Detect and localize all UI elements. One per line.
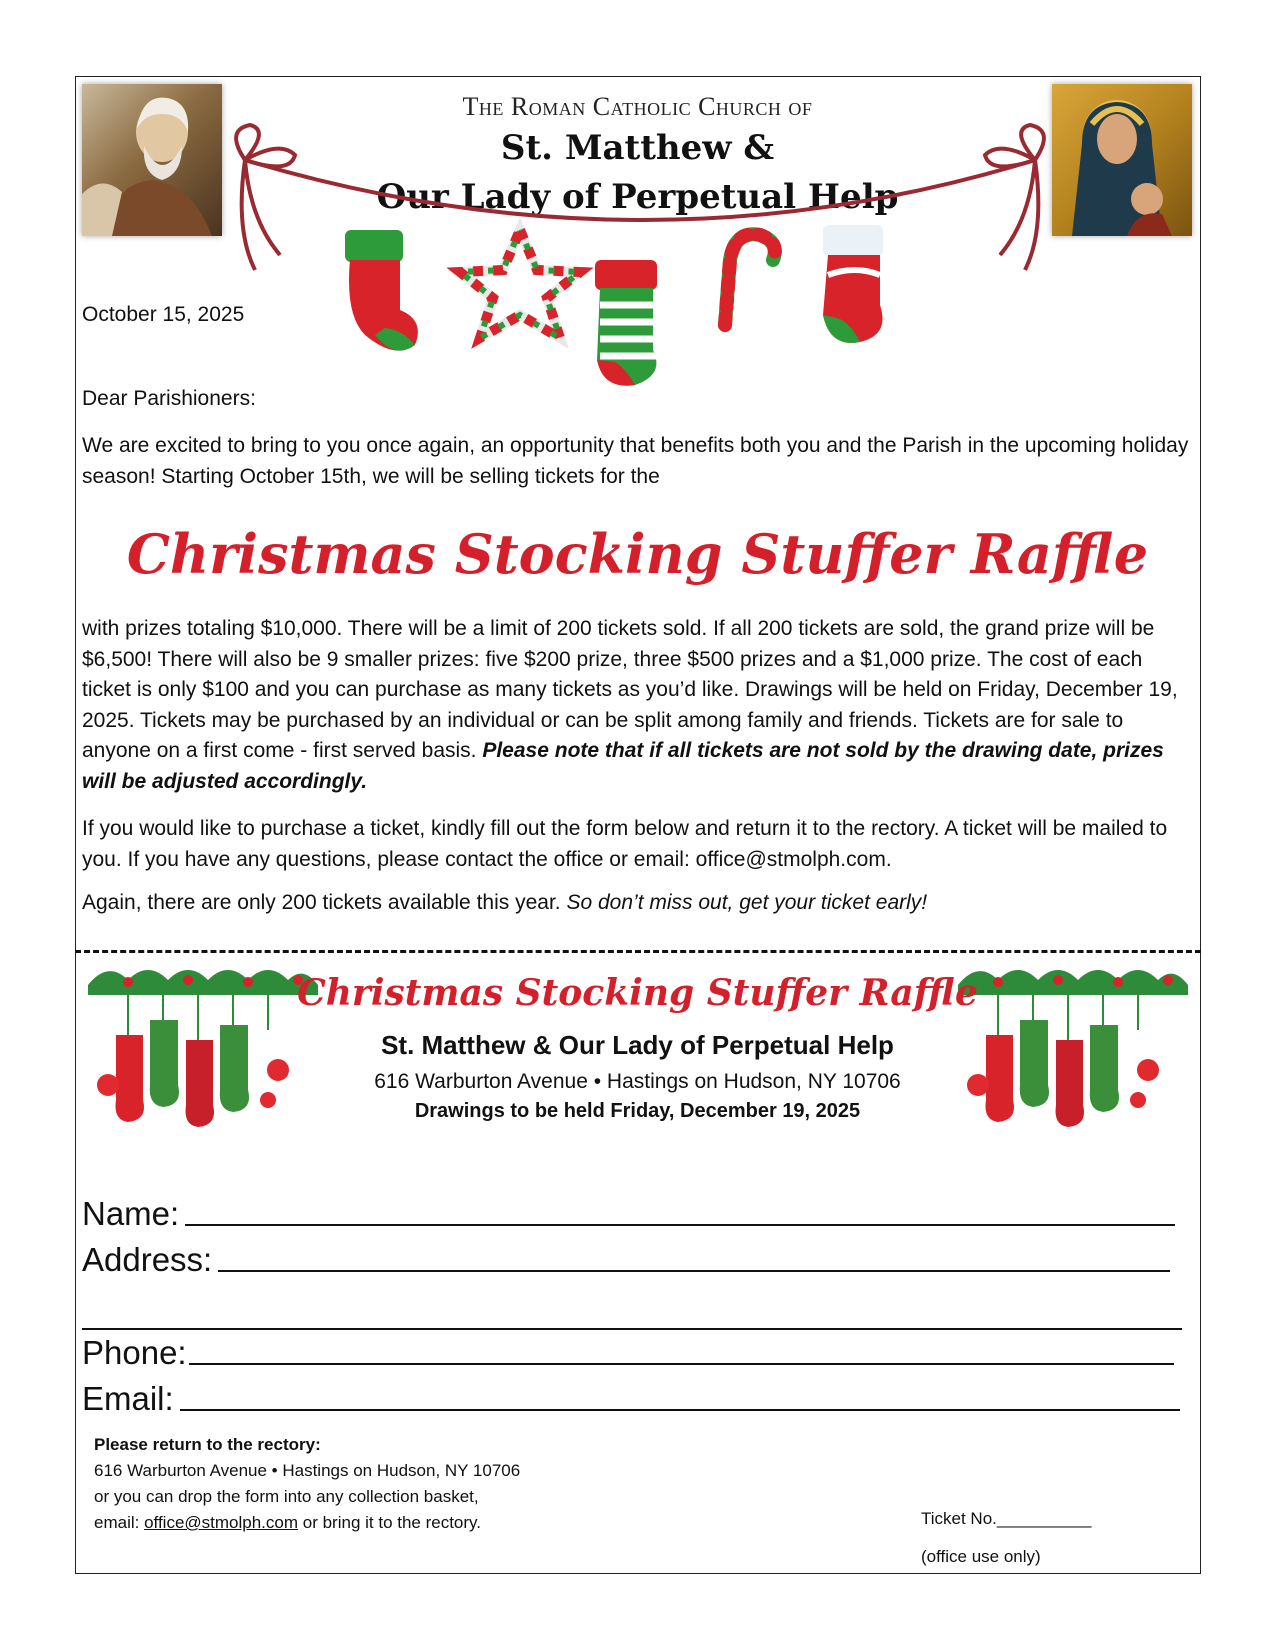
name-label: Name: (82, 1195, 180, 1232)
stocking-red-icon (345, 230, 418, 351)
raffle-title: Christmas Stocking Stuffer Raffle (126, 522, 1149, 586)
email-row (82, 1380, 1180, 1418)
return-email-prefix: email: (94, 1513, 145, 1532)
letter-paragraph-4 (82, 888, 1182, 919)
return-email-suffix: or bring it to the rectory. (298, 1513, 482, 1532)
email-field[interactable] (180, 1409, 1180, 1411)
church-of-heading: The Roman Catholic Church of (462, 92, 813, 121)
paragraph-4-text: Again, there are only 200 tickets available this year. (82, 891, 561, 914)
parish-name-line2: Our Lady of Perpetual Help (376, 177, 899, 217)
letter-paragraph-1: We are excited to bring to you once again, an opportunity that benefits both you and the Parish in the upcoming holiday season! Starting October 15th, we will be selling tickets for the (82, 434, 1189, 488)
paragraph-2-note: Please note that if all tickets are not sold by the drawing date, prizes will be adjusted accordingly. (82, 739, 1164, 793)
parish-name-line1: St. Matthew & (500, 128, 775, 168)
address-field[interactable] (218, 1270, 1170, 1272)
left-bow-icon (236, 125, 295, 270)
letter-date: October 15, 2025 (82, 303, 245, 326)
return-instructions (94, 1432, 794, 1536)
form-drawing-date: Drawings to be held Friday, December 19, 2025 (414, 1100, 861, 1122)
phone-label: Phone: (82, 1334, 187, 1371)
name-field[interactable] (185, 1224, 1175, 1226)
right-bow-icon (985, 125, 1044, 270)
cut-line (75, 950, 1201, 953)
return-line-2: or you can drop the form into any collection basket, (94, 1487, 479, 1506)
phone-row (82, 1334, 1174, 1372)
return-line-3 (94, 1510, 794, 1536)
address-row-2 (82, 1288, 1182, 1330)
email-label: Email: (82, 1380, 174, 1417)
phone-field[interactable] (189, 1363, 1174, 1365)
address-label: Address: (82, 1241, 213, 1278)
address-row (82, 1241, 1170, 1279)
name-row (82, 1195, 1175, 1233)
office-use-note: (office use only) (921, 1547, 1041, 1566)
form-address: 616 Warburton Avenue • Hastings on Hudson, NY 10706 (374, 1070, 901, 1093)
return-email-link[interactable]: office@stmolph.com (144, 1513, 299, 1532)
form-raffle-title: Christmas Stocking Stuffer Raffle (297, 972, 978, 1014)
address-field-2[interactable] (82, 1288, 1182, 1330)
ticket-number: Ticket No.__________ (921, 1509, 1092, 1528)
letter-greeting: Dear Parishioners: (82, 387, 256, 410)
letter-paragraph-3: If you would like to purchase a ticket, kindly fill out the form below and return it to the rectory. A ticket will be mailed to you. If you have any questions, please contact the office or email: office@stmolph.com. (82, 817, 1168, 871)
return-line-1: 616 Warburton Avenue • Hastings on Hudson, NY 10706 (94, 1461, 521, 1480)
stocking-garland (225, 110, 1055, 410)
paragraph-2-text: with prizes totaling $10,000. There will be a limit of 200 tickets sold. If all 200 tickets are sold, the grand prize will be $6,500! There will also be 9 smaller prizes: five $200 prize, three $500 prizes and a $1,000 prize. The cost of each ticket is only $100 and you can purchase as many tickets as you’d like. Drawings will be held on Friday, December 19, 2025. Tickets may be purchased by an individual or can be split among family and friends. Tickets are for sale to anyone on a first come - first served basis. (82, 617, 1178, 762)
form-parish-name: St. Matthew & Our Lady of Perpetual Help (381, 1030, 894, 1060)
return-heading: Please return to the rectory: (94, 1435, 321, 1454)
letter-paragraph-2 (82, 614, 1197, 797)
paragraph-4-italic: So don’t miss out, get your ticket early! (566, 891, 928, 914)
